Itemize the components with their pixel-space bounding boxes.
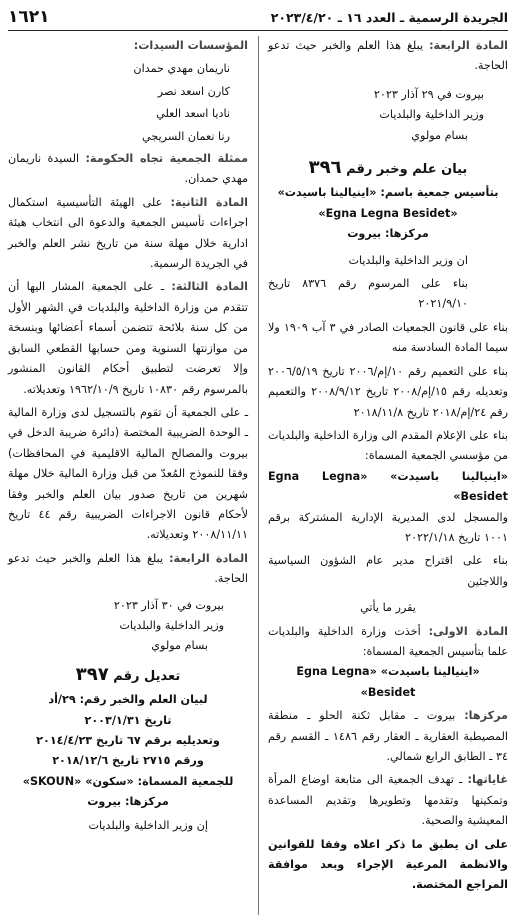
hq-text: بيروت ـ مقابل ثكنة الحلو ـ منطقة المصيطبة العقارية ـ العقار رقم ١٤٨٦ ـ القسم رقم ٣٤ ـ الطابق الرابع شمالي. bbox=[268, 709, 509, 763]
article-label: المادة الاولى: bbox=[428, 624, 508, 638]
article-text: ـ على الجمعية المشار اليها أن تتقدم من وزارة الداخلية والبلديات في الشهر الأول من كل سنة بلائحة تتضمن أسماء أعضائها وبنسخة من موازنتها السنوية ومن حسابها القطعي السابق وإلا تعرضت لتطبيق أحكام القانون المنشور بالمرسوم رقم ١٠٨٣٠ تاريخ ١٩٦٢/١٠/٩ وتعديلاته. bbox=[8, 280, 248, 396]
amendment-heading bbox=[8, 665, 248, 687]
heading-number: ٣٩٧ bbox=[75, 663, 109, 685]
page-header bbox=[8, 4, 508, 31]
based-on-3: بناء على التعميم رقم ١٠/إم/٢٠٠٦ تاريخ ٢٠٠٦/٥/١٩ وتعديله رقم ١٥/إم/٢٠٠٨ تاريخ ٢٠٠٨/٩/١٢ والتعميم رقم ٢٤/إم/٢٠١٨ تاريخ ٢٠١٨/١١/٨ bbox=[268, 364, 508, 419]
amendment-line-1: لبيان العلم والخبر رقم: ٢٩/أد bbox=[48, 693, 208, 707]
based-on-4: بناء على الإعلام المقدم الى وزارة الداخلية والبلديات من مؤسسي الجمعية المسماة: bbox=[268, 428, 508, 463]
article-1 bbox=[268, 622, 508, 663]
rep-label: ممثلة الجمعية تجاه الحكومة: bbox=[85, 152, 249, 166]
column-divider bbox=[258, 36, 259, 915]
decides-line: يقرر ما يأتي bbox=[360, 601, 416, 615]
top-article-4 bbox=[268, 36, 508, 77]
hq-label: مركزها: bbox=[464, 709, 508, 723]
article-4 bbox=[8, 549, 248, 590]
left-column bbox=[8, 36, 248, 839]
heading-prefix: تعديل رقم bbox=[113, 668, 181, 684]
based-on-5: بناء على اقتراح مدير عام الشؤون السياسية واللاجئين bbox=[268, 554, 508, 588]
right-column bbox=[268, 36, 508, 899]
based-on-2: بناء على قانون الجمعيات الصادر في ٣ آب ١٩٠٩ ولا سيما المادة السادسة منه bbox=[268, 320, 509, 355]
gazette-title: الجريدة الرسمية ـ العدد ١٦ ـ ٢٠٢٣/٤/٢٠ bbox=[270, 9, 508, 25]
founders-label: المؤسسات السيدات: bbox=[133, 39, 248, 52]
amendment-line-5: للجمعية المسماة: «سكون» «SKOUN» bbox=[22, 774, 234, 788]
goals bbox=[268, 770, 508, 831]
goals-text: ـ تهدف الجمعية الى متابعة اوضاع المرأة وتمكينها وتقدمها وتطويرها وتقديم المساعدة المعيشية والصحية. bbox=[268, 773, 508, 828]
amendment-line-4: ورقم ٢٧١٥ تاريخ ٢٠١٨/١٢/٦ bbox=[52, 754, 204, 768]
minister-intro: ان وزير الداخلية والبلديات bbox=[348, 253, 468, 267]
signature-name: بسام مولوي bbox=[411, 128, 468, 142]
tax-registration: ـ على الجمعية أن تقوم بالتسجيل لدى وزارة المالية ـ الوحدة الضريبية المختصة (دائرة ضريبة الدخل في بيروت والمصالح المالية الاقليمية في المحافظات) وفقا للنموذج المُعدّ من قبل وزارة المالية خلال مهلة شهرين من تاريخ صدور بيان العلم والخبر وفقا لأحكام قانون الاجراءات الضريبية رقم ٤٤ تاريخ ٢٠٠٨/١١/١١ وتعديلاته. bbox=[8, 405, 248, 542]
founders-list bbox=[8, 59, 248, 147]
statement-heading bbox=[268, 158, 508, 180]
article-text: على الهيئة التأسيسية استكمال اجراءات تأسيس الجمعية والدعوة الى انتخاب هيئة ادارية خلال مهلة سنة من تاريخ نشر العلم والخبر في الجريدة الرسمية. bbox=[8, 195, 248, 271]
article-text: أخذت وزارة الداخلية والبلديات علما بتأسيس الجمعية المسماة: bbox=[268, 624, 508, 658]
based-on-1: بناء على المرسوم رقم ٨٣٧٦ تاريخ ٢٠٢١/٩/١٠ bbox=[268, 277, 468, 311]
article-text: يبلغ هذا العلم والخبر حيث تدعو الحاجة. bbox=[8, 551, 248, 586]
goals-label: غاياتها: bbox=[467, 773, 508, 787]
signature-title: وزير الداخلية والبلديات bbox=[379, 108, 484, 122]
page-number: ١٦٢١ bbox=[8, 7, 50, 27]
signature-date: بيروت في ٢٩ آذار ٢٠٢٣ bbox=[373, 87, 484, 101]
article-label: المادة الرابعة: bbox=[429, 39, 509, 52]
amendment-line-3: وتعديليه برقم ٦٧ تاريخ ٢٠١٤/٤/٢٣ bbox=[36, 734, 220, 747]
minister-intro: إن وزير الداخلية والبلديات bbox=[88, 818, 208, 832]
signature-title: وزير الداخلية والبلديات bbox=[119, 618, 224, 632]
amendment-line-2: تاريخ ٢٠٠٣/١/٣١ bbox=[84, 713, 172, 727]
rep-text: السيدة ناريمان مهدي حمدان. bbox=[8, 152, 248, 186]
closing-clause: على ان يطبق ما ذكر اعلاه وفقا للقوانين والانظمة المرعية الإجراء وبعد موافقة المراجع المختصة. bbox=[268, 837, 508, 892]
article-label: المادة الثالثة: bbox=[171, 280, 248, 294]
article-label: المادة الثانية: bbox=[170, 195, 248, 209]
based-on-4-name: «اينيالينا باسيدت» «Egna Legna Besidet» bbox=[268, 469, 508, 504]
signature-name: بسام مولوي bbox=[151, 639, 208, 653]
founder-name: كارن اسعد نصر bbox=[157, 84, 230, 98]
hq-line: مركزها: بيروت bbox=[347, 227, 429, 241]
founder-name: ناريمان مهدي حمدان bbox=[133, 62, 230, 76]
based-on-4-rest: والمسجل لدى المديرية الإدارية المشتركة برقم ١٠٠١ تاريخ ٢٠٢٢/١/١٨ bbox=[268, 510, 508, 544]
article-1-name: «اينيالينا باسيدت» «Egna Legna Besidet» bbox=[296, 665, 480, 699]
founder-name: رنا نعمان السريجي bbox=[142, 129, 230, 143]
article-3 bbox=[8, 277, 248, 399]
amendment-line-6: مركزها: بيروت bbox=[87, 795, 169, 809]
heading-number: ٣٩٦ bbox=[308, 157, 342, 179]
signature-date: بيروت في ٣٠ آذار ٢٠٢٣ bbox=[113, 598, 224, 612]
founding-line: بتأسيس جمعية باسم: «اينيالينا باسيدت» bbox=[277, 186, 499, 200]
article-label: المادة الرابعة: bbox=[169, 551, 249, 565]
latin-name: «Egna Legna Besidet» bbox=[318, 206, 458, 220]
hq-address bbox=[268, 706, 508, 767]
heading-prefix: بيان علم وخبر رقم bbox=[346, 162, 468, 178]
article-2 bbox=[8, 193, 248, 275]
article-text: يبلغ هذا العلم والخبر حيث تدعو الحاجة. bbox=[268, 39, 508, 73]
founder-name: ناديا اسعد العلي bbox=[156, 107, 230, 121]
government-representative bbox=[8, 149, 248, 190]
